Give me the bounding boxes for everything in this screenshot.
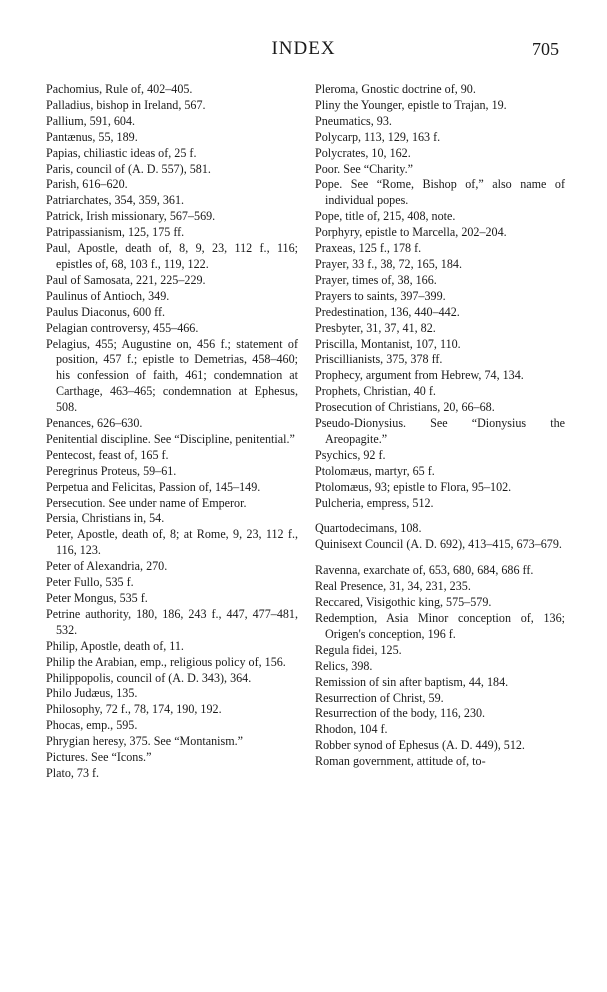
index-entry: Rhodon, 104 f. [315,722,388,737]
page-number: 705 [532,39,559,59]
index-entry: Predestination, 136, 440–442. [315,304,460,319]
index-entry: Pantænus, 55, 189. [46,129,138,144]
index-entry: Roman government, attitude of, to- [315,754,486,769]
index-entry: Pictures. See “Icons.” [46,750,152,765]
page-header [0,38,607,64]
index-entry: Peregrinus Proteus, 59–61. [46,463,177,478]
index-entry: Palladius, bishop in Ireland, 567. [46,97,206,112]
index-entry: Penances, 626–630. [46,416,143,431]
index-entry: Relics, 398. [315,658,373,673]
index-entry: Persia, Christians in, 54. [46,511,165,526]
section-gap [315,511,565,521]
index-entry: Porphyry, epistle to Marcella, 202–204. [315,225,507,240]
index-entry: Pelagius, 455; Augustine on, 456 f.; statement of position, 457 f.; epistle to Demetrias, 458–460; his confession of faith, 461; condemnation at Carthage, 463–465; condemnation at Ephesus, 508. [46,336,298,415]
index-entry: Pachomius, Rule of, 402–405. [46,82,193,96]
index-entry: Peter Fullo, 535 f. [46,575,134,590]
index-entry: Pope. See “Rome, Bishop of,” also name of individual popes. [315,177,565,208]
index-entry: Presbyter, 31, 37, 41, 82. [315,320,436,335]
index-entry: Persecution. See under name of Emperor. [46,495,247,510]
index-entry: Reccared, Visigothic king, 575–579. [315,595,492,610]
index-entry: Patrick, Irish missionary, 567–569. [46,209,216,224]
index-entry: Pallium, 591, 604. [46,113,136,128]
index-entry: Ptolomæus, 93; epistle to Flora, 95–102. [315,479,512,494]
index-entry: Resurrection of the body, 116, 230. [315,706,486,721]
index-entry: Philippopolis, council of (A. D. 343), 364. [46,670,252,685]
index-entry: Pope, title of, 215, 408, note. [315,209,456,224]
index-entry: Philosophy, 72 f., 78, 174, 190, 192. [46,702,222,717]
index-entry: Philip the Arabian, emp., religious policy of, 156. [46,654,286,669]
index-entry: Pliny the Younger, epistle to Trajan, 19. [315,97,507,112]
index-entry: Peter of Alexandria, 270. [46,559,168,574]
index-entry: Regula fidei, 125. [315,642,402,657]
index-entry: Plato, 73 f. [46,765,100,780]
index-entry: Robber synod of Ephesus (A. D. 449), 512. [315,738,525,753]
index-entry: Papias, chiliastic ideas of, 25 f. [46,145,197,160]
index-entry: Polycarp, 113, 129, 163 f. [315,129,441,144]
index-entry: Prosecution of Christians, 20, 66–68. [315,400,495,415]
index-entry: Prophets, Christian, 40 f. [315,384,436,399]
index-entry: Ptolomæus, martyr, 65 f. [315,463,435,478]
index-entry: Praxeas, 125 f., 178 f. [315,241,422,256]
index-entry: Paris, council of (A. D. 557), 581. [46,161,211,176]
index-entry: Prayer, 33 f., 38, 72, 165, 184. [315,256,462,271]
index-entry: Psychics, 92 f. [315,447,386,462]
index-entry: Quinisext Council (A. D. 692), 413–415, 673–679. [315,537,562,552]
index-entry: Philo Judæus, 135. [46,686,138,701]
index-entry: Priscilla, Montanist, 107, 110. [315,336,461,351]
index-column-left [46,82,298,782]
index-entry: Ravenna, exarchate of, 653, 680, 684, 686 ff. [315,563,534,578]
index-column-right [315,82,565,770]
section-gap [315,553,565,563]
index-entry: Prayers to saints, 397–399. [315,288,446,303]
index-entry: Quartodecimans, 108. [315,521,422,536]
index-entry: Priscillianists, 375, 378 ff. [315,352,443,367]
index-entry: Penitential discipline. See “Discipline, penitential.” [46,431,295,446]
index-entry: Remission of sin after baptism, 44, 184. [315,674,509,689]
index-entry: Pseudo-Dionysius. See “Dionysius the Areopagite.” [315,416,565,446]
index-entry: Patripassianism, 125, 175 ff. [46,225,185,240]
index-entry: Poor. See “Charity.” [315,161,413,176]
index-entry: Peter, Apostle, death of, 8; at Rome, 9, 23, 112 f., 116, 123. [46,527,298,558]
index-entry: Perpetua and Felicitas, Passion of, 145–149. [46,479,261,494]
index-entry: Pentecost, feast of, 165 f. [46,447,169,462]
index-entry: Polycrates, 10, 162. [315,145,411,160]
index-entry: Redemption, Asia Minor conception of, 136; Origen's conception, 196 f. [315,611,565,641]
index-entry: Patriarchates, 354, 359, 361. [46,193,185,208]
index-entry: Pelagian controversy, 455–466. [46,320,199,335]
index-entry: Philip, Apostle, death of, 11. [46,638,184,653]
index-entry: Parish, 616–620. [46,177,128,192]
index-entry: Phrygian heresy, 375. See “Montanism.” [46,734,244,749]
index-entry: Paul of Samosata, 221, 225–229. [46,272,206,287]
index-entry: Pulcheria, empress, 512. [315,495,434,510]
index-entry: Prayer, times of, 38, 166. [315,272,437,287]
index-entry: Prophecy, argument from Hebrew, 74, 134. [315,368,524,383]
index-entry: Phocas, emp., 595. [46,718,138,733]
index-entry: Paulus Diaconus, 600 ff. [46,304,166,319]
index-entry: Pleroma, Gnostic doctrine of, 90. [315,82,476,96]
index-entry: Resurrection of Christ, 59. [315,690,444,705]
index-entry: Paulinus of Antioch, 349. [46,288,170,303]
index-entry: Peter Mongus, 535 f. [46,591,148,605]
index-entry: Paul, Apostle, death of, 8, 9, 23, 112 f., 116; epistles of, 68, 103 f., 119, 122. [46,241,298,271]
index-entry: Real Presence, 31, 34, 231, 235. [315,579,471,594]
page-title: INDEX [271,38,336,59]
index-entry: Pneumatics, 93. [315,113,392,128]
index-entry: Petrine authority, 180, 186, 243 f., 447, 477–481, 532. [46,606,298,637]
